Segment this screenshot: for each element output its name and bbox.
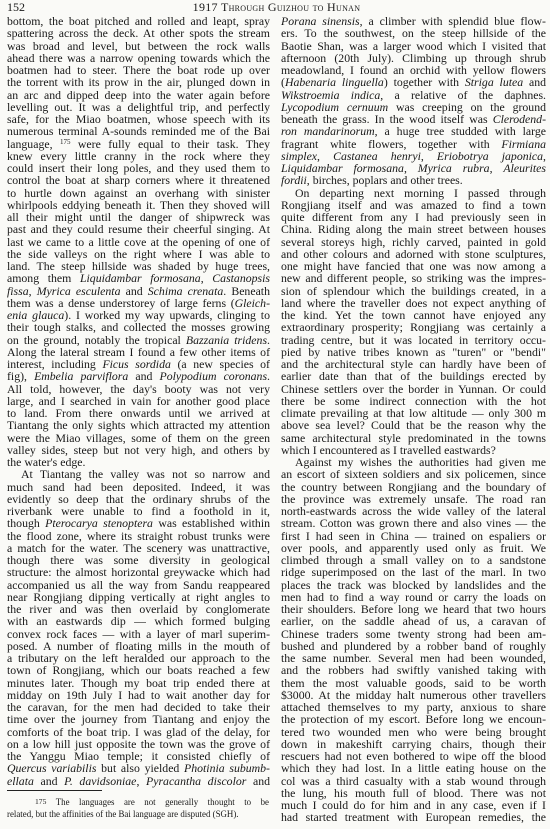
- text-run: ahead there was a narrow opening towards which the: [7, 50, 270, 65]
- italic-text: Wikstroemia indica: [281, 87, 381, 102]
- text-run: could insert their long poles, and they used them to: [7, 161, 270, 175]
- italic-text: Lycopodium cernuum: [281, 99, 389, 114]
- footnote-reference: 175: [59, 138, 71, 146]
- left-column: [7, 15, 270, 787]
- text-run: were the Miao villages, some of them on the green: [7, 430, 270, 445]
- text-run: At Tiantang the valley was not so narrow and: [21, 467, 270, 482]
- text-run: and: [120, 283, 148, 298]
- paragraph: [281, 187, 546, 457]
- text-run: sion of splendour which the buildings created, in a: [281, 283, 546, 298]
- text-run: midday on 19th July I had to wait another day for: [7, 687, 270, 702]
- italic-text: Myrica esculenta: [36, 283, 121, 298]
- footnote: [7, 797, 269, 820]
- text-run: which they had lost. In a little eating house on the: [281, 761, 546, 776]
- italic-text: simplex: [281, 148, 318, 163]
- text-run: (: [281, 75, 285, 90]
- text-run: , a relative of the daphnes.: [380, 87, 546, 102]
- text-run: $3000. At the midday halt numerous other travellers: [281, 687, 546, 702]
- text-run: above sea level? Could that be the reason why the: [281, 418, 546, 433]
- text-run: control the boat at sharp corners where it threatened: [7, 173, 270, 188]
- text-run: places the track was blocked by landslides and the: [281, 577, 546, 592]
- italic-text: Pterocarya stenoptera: [45, 516, 153, 531]
- text-line: [7, 775, 270, 787]
- paragraph: [7, 468, 270, 787]
- italic-text: Schima crenata: [147, 283, 224, 298]
- footnote-marker: 175: [35, 797, 47, 806]
- text-run: one might have fancied that one was now among a: [281, 259, 546, 273]
- text-run: ,: [28, 283, 37, 298]
- text-run: trading centre, but it was located in territory occu-: [281, 332, 546, 347]
- text-run: all their might until the danger of shipwreck was: [7, 210, 270, 224]
- text-run: numerous terminal A-sounds reminded me of the Bai: [7, 124, 270, 139]
- text-run: and: [246, 773, 271, 788]
- text-run: Against my wishes the authorities had given me: [295, 455, 546, 469]
- text-run: afternoon (20th July). Climbing up through shrub: [281, 50, 546, 65]
- text-run: ) together with: [383, 75, 465, 90]
- text-run: which I encountered as I travelled eastwards?: [281, 442, 496, 457]
- text-run: and: [33, 773, 65, 788]
- text-run: though there was some diversity in geological: [7, 553, 270, 567]
- text-run: ers. To the southwest, on the steep hillside of the: [281, 26, 546, 41]
- text-run: fig),: [7, 369, 35, 384]
- text-run: spattering across the deck. At other spots the stream: [7, 26, 270, 41]
- text-run: the caravan, for the men had decided to take their: [7, 700, 270, 714]
- text-run: and: [128, 369, 160, 384]
- text-run: (a new species of: [170, 357, 270, 371]
- text-run: bushed and plundered by a robber band of roughly: [281, 638, 546, 653]
- text-run: .: [267, 369, 270, 384]
- text-run: interest, including: [7, 357, 103, 371]
- text-run: Tiantang the only sights which attracted my attention: [7, 418, 270, 433]
- text-run: was established within: [152, 516, 270, 531]
- text-run: town of Rongjiang, which our boats reached a few: [7, 663, 270, 678]
- text-run: the lung, his mouth full of blood. There was not: [281, 785, 546, 800]
- text-run: .: [267, 332, 270, 347]
- text-run: structure: the almost horizontal greywacke which had: [7, 565, 270, 580]
- italic-text: Myrica rubra: [417, 161, 490, 175]
- text-run: the flood zone, where its straight robust trunks were: [7, 528, 270, 543]
- text-run: though: [7, 516, 46, 531]
- text-run: there be some indirect connection with the hot: [281, 393, 546, 408]
- text-run: down in makeshift carrying chairs, though their: [281, 736, 546, 751]
- footnote-line: [7, 797, 269, 809]
- text-run: levelling out. It was a delightful trip, and perfectly: [7, 99, 270, 114]
- italic-text: Castanopsis: [212, 271, 270, 286]
- text-run: posed. A number of floating mills in the mouth of: [7, 638, 270, 653]
- text-run: the kind. Yet the town cannot have enjoyed any: [281, 308, 546, 322]
- paragraph: [281, 456, 546, 824]
- italic-text: Castanea henryi: [333, 148, 421, 163]
- italic-text: Gleich-: [234, 295, 270, 310]
- text-run: bottom, the boat pitched and rolled and leapt, spray: [7, 14, 270, 28]
- paragraph: [281, 15, 546, 187]
- text-run: with an eastwards dip — which formed bulging: [7, 614, 270, 629]
- text-run: a match for the water. The scenery was unattractive,: [7, 540, 270, 555]
- text-run: ). I worked my way upwards, clinging to: [64, 308, 270, 322]
- text-run: first I had seen in China — trained on espaliers or: [281, 528, 546, 543]
- text-run: ,: [136, 773, 147, 788]
- footnote-line: [7, 809, 269, 821]
- footnote-text: related, but the affinities of the Bai language are disputed (SGH).: [7, 808, 239, 819]
- text-run: climate prevailing at that low altitude — only 300 m: [281, 406, 546, 420]
- text-run: meadowland, I found an orchid with yellow flowers: [281, 63, 546, 77]
- text-run: ridge superimposed on the last of the marl. In two: [281, 565, 546, 580]
- text-run: the water's edge.: [7, 455, 86, 469]
- text-run: comforts of the boat trip. I was glad of the delay, for: [7, 724, 270, 739]
- text-run: on a low hill just opposite the town was the grove of: [7, 736, 270, 751]
- text-run: their tough stalks, and collected the mosses growing: [7, 320, 270, 335]
- text-run: attached themselves to my party, anxious to share: [281, 700, 546, 714]
- italic-text: Bazzania tridens: [185, 332, 268, 347]
- paragraph: [7, 15, 270, 468]
- text-run: the torrent with its prow in the air, plunged down in: [7, 75, 270, 90]
- text-run: Rongjiang itself and was amazed to find a town: [281, 197, 546, 212]
- italic-text: Porana sinensis: [281, 14, 360, 28]
- right-column: [281, 15, 546, 824]
- running-title: 1917 Through Guizhou to Hunan: [192, 0, 361, 14]
- text-run: rescuers had not even bothered to wipe off the blood: [281, 749, 546, 763]
- text-run: ,: [420, 148, 437, 163]
- text-run: riverbank were unable to find a foothold in it,: [7, 504, 270, 518]
- text-run: to hurtle down against an overhang with sinister: [7, 185, 270, 200]
- text-run: earlier, on the saddle ahead of us, a caravan of: [281, 614, 546, 629]
- text-run: an arc and dipped deep into the water again before: [7, 87, 270, 102]
- text-run: the protection of my escort. Before long we encoun-: [281, 712, 546, 727]
- footnote-text: The languages are not generally thought to be: [55, 797, 269, 807]
- text-run: , a climber with splendid blue flow-: [359, 14, 546, 28]
- italic-text: Pyracantha discolor: [146, 773, 247, 788]
- running-header: [7, 0, 546, 15]
- text-run: beneath the grass. In the wood itself was: [281, 112, 493, 126]
- text-run: the country between Rongjiang and the boundary of: [281, 479, 546, 494]
- text-run: an escort of sixteen soldiers and six policemen, since: [281, 467, 546, 482]
- text-run: China. Riding along the main street between houses: [281, 222, 546, 237]
- text-run: ,: [200, 271, 213, 286]
- italic-text: fordii: [281, 173, 307, 188]
- text-run: fragrant white flowers, together with: [281, 136, 502, 151]
- text-run: was broad and level, but between the rock walls: [7, 38, 270, 53]
- italic-text: Firmiana: [501, 136, 546, 151]
- italic-text: Eriobotrya japonica: [436, 148, 544, 163]
- text-run: last we came to a little cove at the opening of one of: [7, 234, 270, 249]
- text-run: tered two wounded men who were being brought: [281, 724, 546, 739]
- text-run: to land. From there onwards until we arrived at: [7, 406, 270, 420]
- text-run: large, and I searched in vain for another good place: [7, 393, 270, 408]
- text-run: whirlpools eddying beneath it. Then they shoved will: [7, 197, 270, 212]
- text-run: evidently so deep that the ordinary shrubs of the: [7, 491, 270, 506]
- italic-text: ellata: [7, 773, 34, 788]
- italic-text: ron mandarinorum: [281, 124, 375, 139]
- italic-text: fissa: [7, 283, 29, 298]
- italic-text: Ficus sordida: [102, 357, 171, 371]
- text-run: the river and was then overlaid by conglomerate: [7, 602, 270, 616]
- italic-text: Clerodend-: [492, 112, 546, 126]
- text-run: accompanied us all the way from Sandu reappeared: [7, 577, 270, 592]
- text-run: were fully equal to their task. They: [70, 136, 270, 151]
- text-run: col was a third casualty with a stab wound through: [281, 773, 546, 788]
- text-run: had started treatment with European remedies, the: [281, 810, 546, 825]
- text-run: pied by native tribes known as "turen" or "bendi": [281, 344, 546, 359]
- text-run: knew every little cranny in the rock where they: [7, 148, 270, 163]
- text-run: quite different from any I had previously seen in: [281, 210, 546, 224]
- text-run: new and different people, so striking was the impres-: [281, 271, 546, 286]
- text-run: and: [523, 75, 547, 90]
- text-run: men had to find a way round or carry the loads on: [281, 589, 546, 604]
- text-run: climbed through a small valley on to a sandstone: [281, 553, 546, 567]
- text-run: valley sides, steep but not very high, and others by: [7, 442, 270, 457]
- text-run: Baotie Shan, was a larger wood which I visited that: [281, 38, 546, 53]
- text-run: a tributary on the left heralded our approach to the: [7, 651, 270, 665]
- text-run: safe, for the Miao boatmen, whose speech with its: [7, 112, 270, 126]
- italic-text: Liquidambar formosana: [281, 161, 404, 175]
- text-run: them the most valuable goods, said to be worth: [281, 675, 546, 690]
- italic-text: Habenaria linguella: [284, 75, 384, 90]
- text-run: , birches, poplars and other trees.: [306, 173, 463, 188]
- text-run: convex rock faces — with a layer of marl superim-: [7, 626, 270, 641]
- text-run: ,: [543, 148, 546, 163]
- italic-text: Quercus variabilis: [7, 761, 97, 776]
- page-number: 152: [7, 0, 25, 14]
- text-run: much sand had been deposited. Indeed, it was: [7, 479, 270, 494]
- text-run: Chinese settlers over the border in Yunnan. Or could: [281, 381, 546, 396]
- text-run: ,: [317, 148, 334, 163]
- text-run: and other colours and adorned with stone sculptures,: [281, 246, 546, 261]
- text-run: on the ground, notably the tropical: [7, 332, 186, 347]
- italic-text: Polypodium coronans: [159, 369, 268, 384]
- italic-text: enia glauca: [7, 308, 65, 322]
- text-run: land. The steep hillside was shaded by huge trees,: [7, 259, 270, 273]
- italic-text: P. davidsoniae: [64, 773, 137, 788]
- text-run: , a huge tree studded with large: [374, 124, 546, 139]
- text-run: several storeys high, richly carved, painted in gold: [281, 234, 546, 249]
- text-run: north-eastwards across the wide valley of the lateral: [281, 504, 546, 518]
- text-run: and the robbers had swiftly vanished taking with: [281, 663, 546, 678]
- text-run: among them: [7, 271, 80, 286]
- text-run: the Yanggu Miao temple; it consisted chiefly of: [7, 749, 270, 763]
- italic-text: Liquidambar formosana: [79, 271, 201, 286]
- text-run: was creeping on the ground: [388, 99, 546, 114]
- text-run: the province was extremely unsafe. The road ran: [281, 491, 546, 506]
- text-run: ,: [403, 161, 418, 175]
- text-run: their shoulders. Before long we heard that two hours: [281, 602, 546, 616]
- text-run: language,: [7, 136, 60, 151]
- text-run: near Rongjiang dipping vertically at right angles to: [7, 589, 270, 604]
- italic-text: Photinia subumb-: [184, 761, 270, 776]
- text-run: the side valleys on the right where I was able to: [7, 246, 270, 261]
- text-run: and the architectural style can hardly have been of: [281, 357, 546, 371]
- text-run: much I could do for him and in any case, even if I: [281, 798, 546, 812]
- text-run: ,: [489, 161, 504, 175]
- italic-text: Aleurites: [503, 161, 546, 175]
- text-run: past and they could resume their cheerful singing. At: [7, 222, 270, 237]
- text-run: earlier date than that of the buildings erected by: [281, 369, 546, 384]
- italic-text: Embelia parviflora: [34, 369, 129, 384]
- text-run: . Beneath: [223, 283, 270, 298]
- text-run: the same number. Several men had been wounded,: [281, 651, 546, 665]
- text-run: boatmen had to steer. There the boat rode up over: [7, 63, 270, 77]
- text-run: minutes later. Though my boat trip ended there at: [7, 675, 270, 690]
- text-run: but also yielded: [96, 761, 185, 776]
- text-run: extraordinary prosperity; Rongjiang was certainly a: [281, 320, 546, 335]
- text-run: On departing next morning I passed through: [295, 185, 546, 200]
- text-run: Along the lateral stream I found a few other items of: [7, 344, 270, 359]
- text-run: same architectural style predominated in the towns: [281, 430, 546, 445]
- text-run: time over the journey from Tiantang and enjoy the: [7, 712, 270, 727]
- text-run: stream. Cotton was grown there and also vines — the: [281, 516, 546, 531]
- footnote-separator: [7, 790, 102, 791]
- text-run: them was a dense understorey of large ferns (: [7, 295, 235, 310]
- text-run: All told, however, the day's booty was not very: [7, 381, 270, 396]
- text-run: land where the traveller does not expect anything of: [281, 295, 546, 310]
- text-run: over pools, and apparently used only as fruit. We: [281, 540, 546, 555]
- text-run: Chinese traders some twenty strong had been am-: [281, 626, 546, 641]
- italic-text: Striga lutea: [464, 75, 524, 90]
- text-line: [281, 811, 546, 823]
